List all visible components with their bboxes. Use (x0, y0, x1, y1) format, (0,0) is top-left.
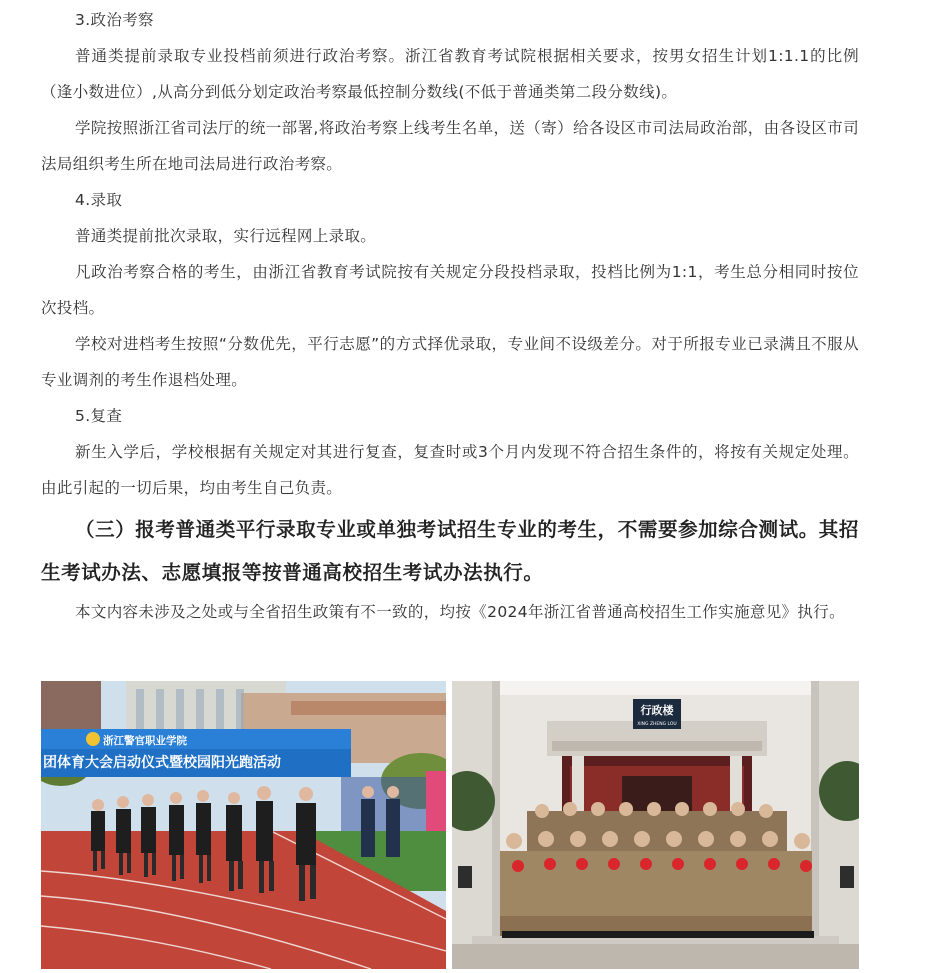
administration-building-photo (452, 681, 859, 969)
section-4-paragraph-2: 凡政治考察合格的考生，由浙江省教育考试院按有关规定分段投档录取，投档比例为1:1，考生总分相同时按位次投档。 (41, 263, 859, 317)
document-body (41, 0, 859, 630)
photo-row (41, 681, 859, 969)
closing-paragraph: 本文内容未涉及之处或与全省招生政策有不一致的，均按《2024年浙江省普通高校招生工作实施意见》执行。 (75, 603, 845, 621)
building-sign-text: 行政楼 (640, 704, 674, 717)
section-5-title: 5.复查 (75, 407, 123, 425)
section-3-paragraph-2: 学院按照浙江省司法厅的统一部署,将政治考察上线考生名单，送（寄）给各设区市司法局政治部，由各设区市司法局组织考生所在地司法局进行政治考察。 (41, 119, 859, 173)
building-sign-subtext: XING ZHENG LOU (637, 722, 677, 727)
section-4-paragraph-3: 学校对进档考生按照“分数优先，平行志愿”的方式择优录取，专业间不设级差分。对于所报专业已录满且不服从专业调剂的考生作退档处理。 (41, 335, 859, 389)
section-3-title: 3.政治考察 (75, 11, 154, 29)
section-3-paragraph-1: 普通类提前录取专业投档前须进行政治考察。浙江省教育考试院根据相关要求，按男女招生计划1:1.1的比例（逢小数进位）,从高分到低分划定政治考察最低控制分数线(不低于普通类第二段分数线)。 (41, 47, 859, 101)
section-4-paragraph-1: 普通类提前批次录取，实行远程网上录取。 (75, 227, 377, 245)
section-three-heading: （三）报考普通类平行录取专业或单独考试招生专业的考生，不需要参加综合测试。其招生考试办法、志愿填报等按普通高校招生考试办法执行。 (41, 518, 859, 584)
banner-school-name: 浙江警官职业学院 (103, 735, 187, 747)
section-5-paragraph-1: 新生入学后，学校根据有关规定对其进行复查，复查时或3个月内发现不符合招生条件的，将按有关规定处理。由此引起的一切后果，均由考生自己负责。 (41, 443, 859, 497)
section-4-title: 4.录取 (75, 191, 123, 209)
banner-event-text: 团体育大会启动仪式暨校园阳光跑活动 (43, 755, 281, 771)
sports-meet-photo (41, 681, 446, 969)
